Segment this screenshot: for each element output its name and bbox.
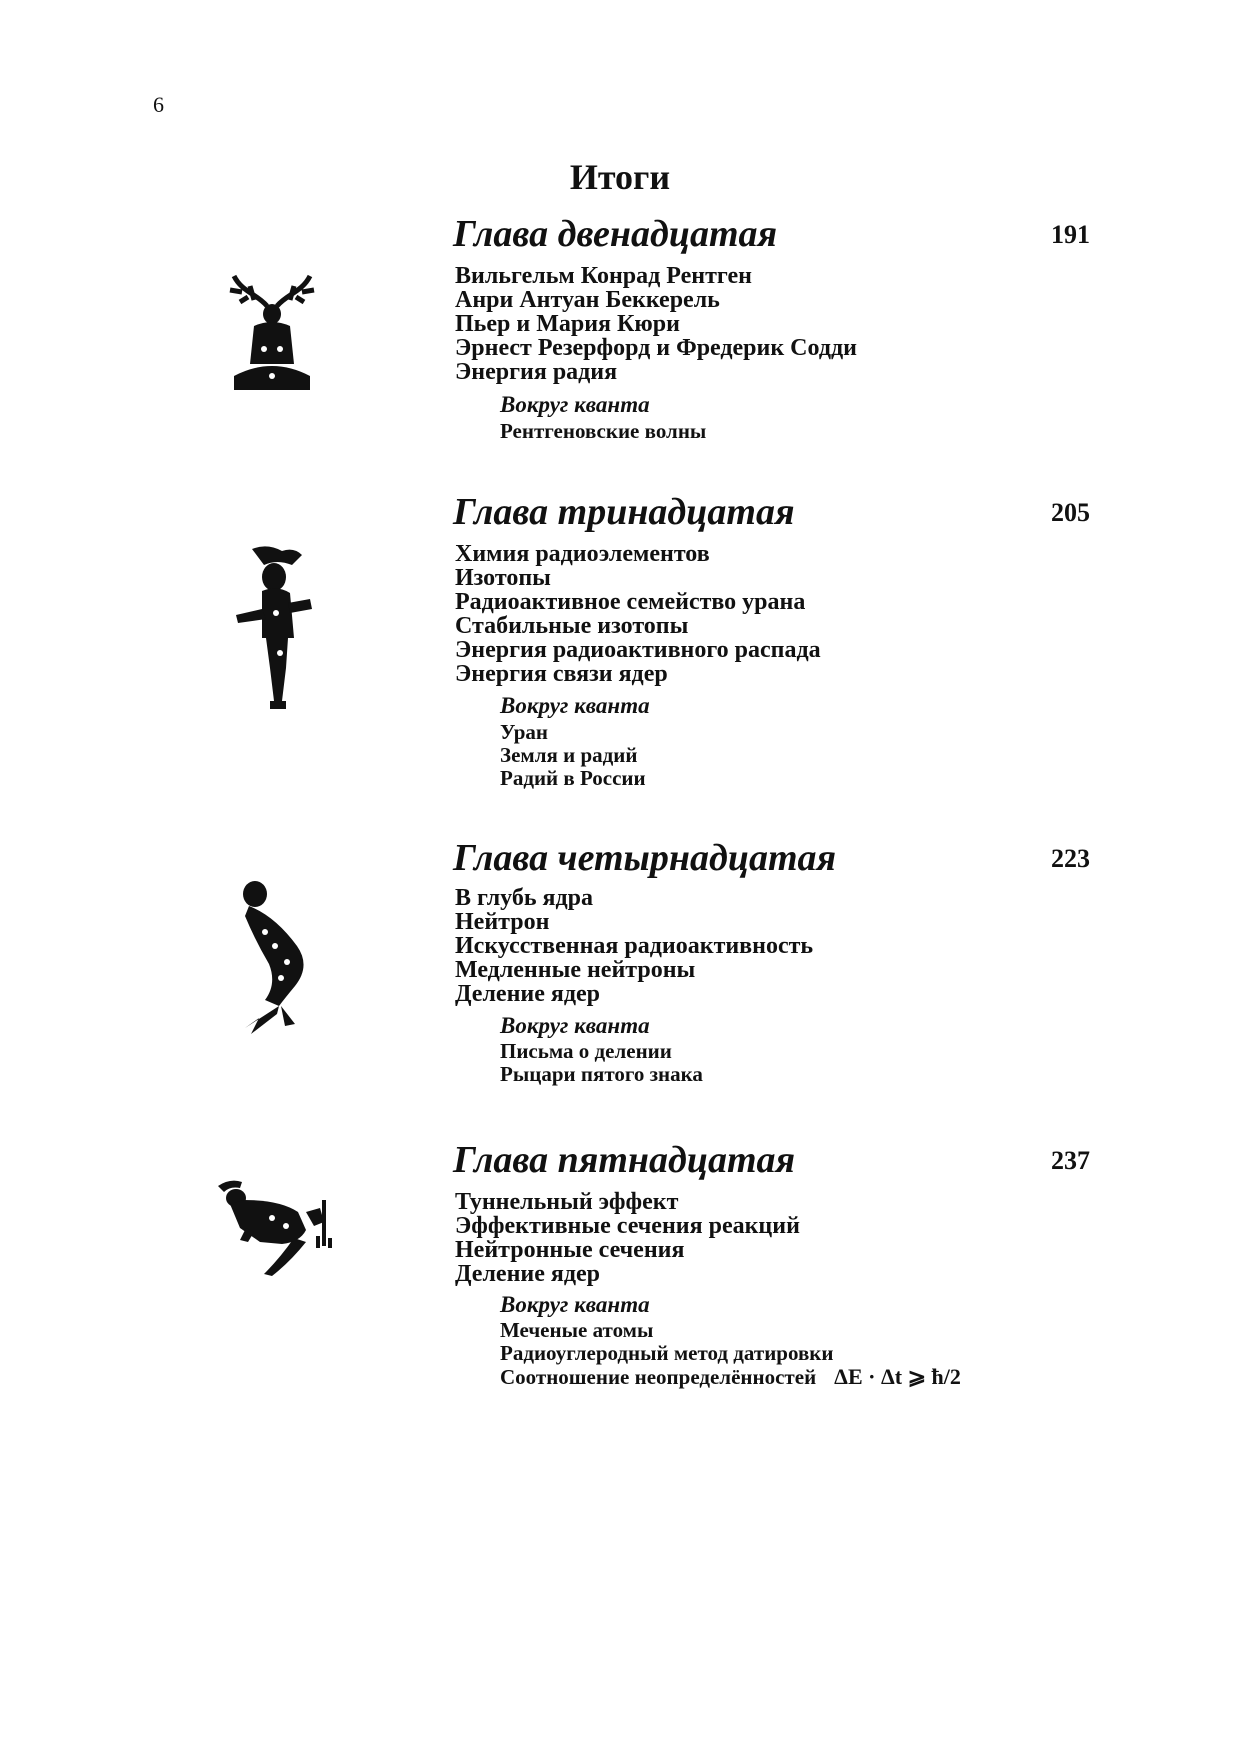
topic-item: Вильгельм Конрад Рентген [455,263,752,289]
fish-tailed-figure-icon [235,876,325,1036]
around-item-with-formula [500,1365,961,1389]
topic-item: Изотопы [455,565,551,591]
around-quantum-label: Вокруг кванта [500,1013,650,1038]
chapter-page-number: 205 [1051,498,1090,527]
topic-item: Деление ядер [455,981,601,1007]
topic-item: Туннельный эффект [455,1189,679,1215]
chapter-title: Глава двенадцатая [453,213,778,255]
topic-list [455,542,821,686]
topic-item: Радиоактивное семейство урана [455,589,806,615]
topic-item: Пьер и Мария Кюри [455,311,680,337]
around-item: Радий в России [500,766,646,790]
around-quantum-label: Вокруг кванта [500,1292,650,1317]
topic-list [455,886,813,1006]
around-quantum-label: Вокруг кванта [500,693,650,718]
uncertainty-formula: ΔE · Δt ⩾ ħ/2 [834,1364,961,1389]
around-item: Письма о делении [500,1039,672,1063]
around-item: Земля и радий [500,743,638,767]
capricorn-goat-icon [210,1178,345,1278]
around-quantum-list [500,721,646,790]
topic-item: Химия радиоэлементов [455,541,710,567]
around-item: Рентгеновские волны [500,419,707,443]
chapter-page-number: 223 [1051,844,1090,873]
topic-item: В глубь ядра [455,885,593,911]
page-title: Итоги [569,157,671,197]
around-item: Соотношение неопределённостей [500,1365,817,1389]
antlered-seated-figure-icon [222,264,322,394]
around-quantum-label: Вокруг кванта [500,392,650,417]
topic-list [455,264,857,384]
topic-item: Искусственная радиоактивность [455,933,814,959]
around-item: Меченые атомы [500,1318,654,1342]
around-item: Рыцари пятого знака [500,1062,703,1086]
topic-item: Энергия связи ядер [455,661,668,687]
dancing-figure-icon [232,543,322,713]
around-quantum-list [500,1319,961,1389]
around-quantum-list [500,1040,703,1086]
topic-item: Стабильные изотопы [455,613,689,639]
topic-item: Медленные нейтроны [455,957,696,983]
around-quantum-list [500,420,706,443]
around-item: Радиоуглеродный метод датировки [500,1341,834,1365]
around-item: Уран [500,720,548,744]
topic-item: Энергия радия [455,359,618,385]
chapter-title: Глава пятнадцатая [453,1139,796,1181]
topic-item: Деление ядер [455,1261,601,1287]
chapter-page-number: 237 [1051,1146,1090,1175]
topic-list [455,1190,800,1286]
topic-item: Энергия радиоактивного распада [455,637,821,663]
topic-item: Нейтрон [455,909,550,935]
page-number: 6 [153,92,164,117]
topic-item: Эрнест Резерфорд и Фредерик Содди [455,335,857,361]
chapter-page-number: 191 [1051,220,1090,249]
chapter-title: Глава тринадцатая [453,491,795,533]
topic-item: Нейтронные сечения [455,1237,685,1263]
chapter-title: Глава четырнадцатая [453,837,837,879]
topic-item: Эффективные сечения реакций [455,1213,800,1239]
topic-item: Анри Антуан Беккерель [455,287,720,313]
